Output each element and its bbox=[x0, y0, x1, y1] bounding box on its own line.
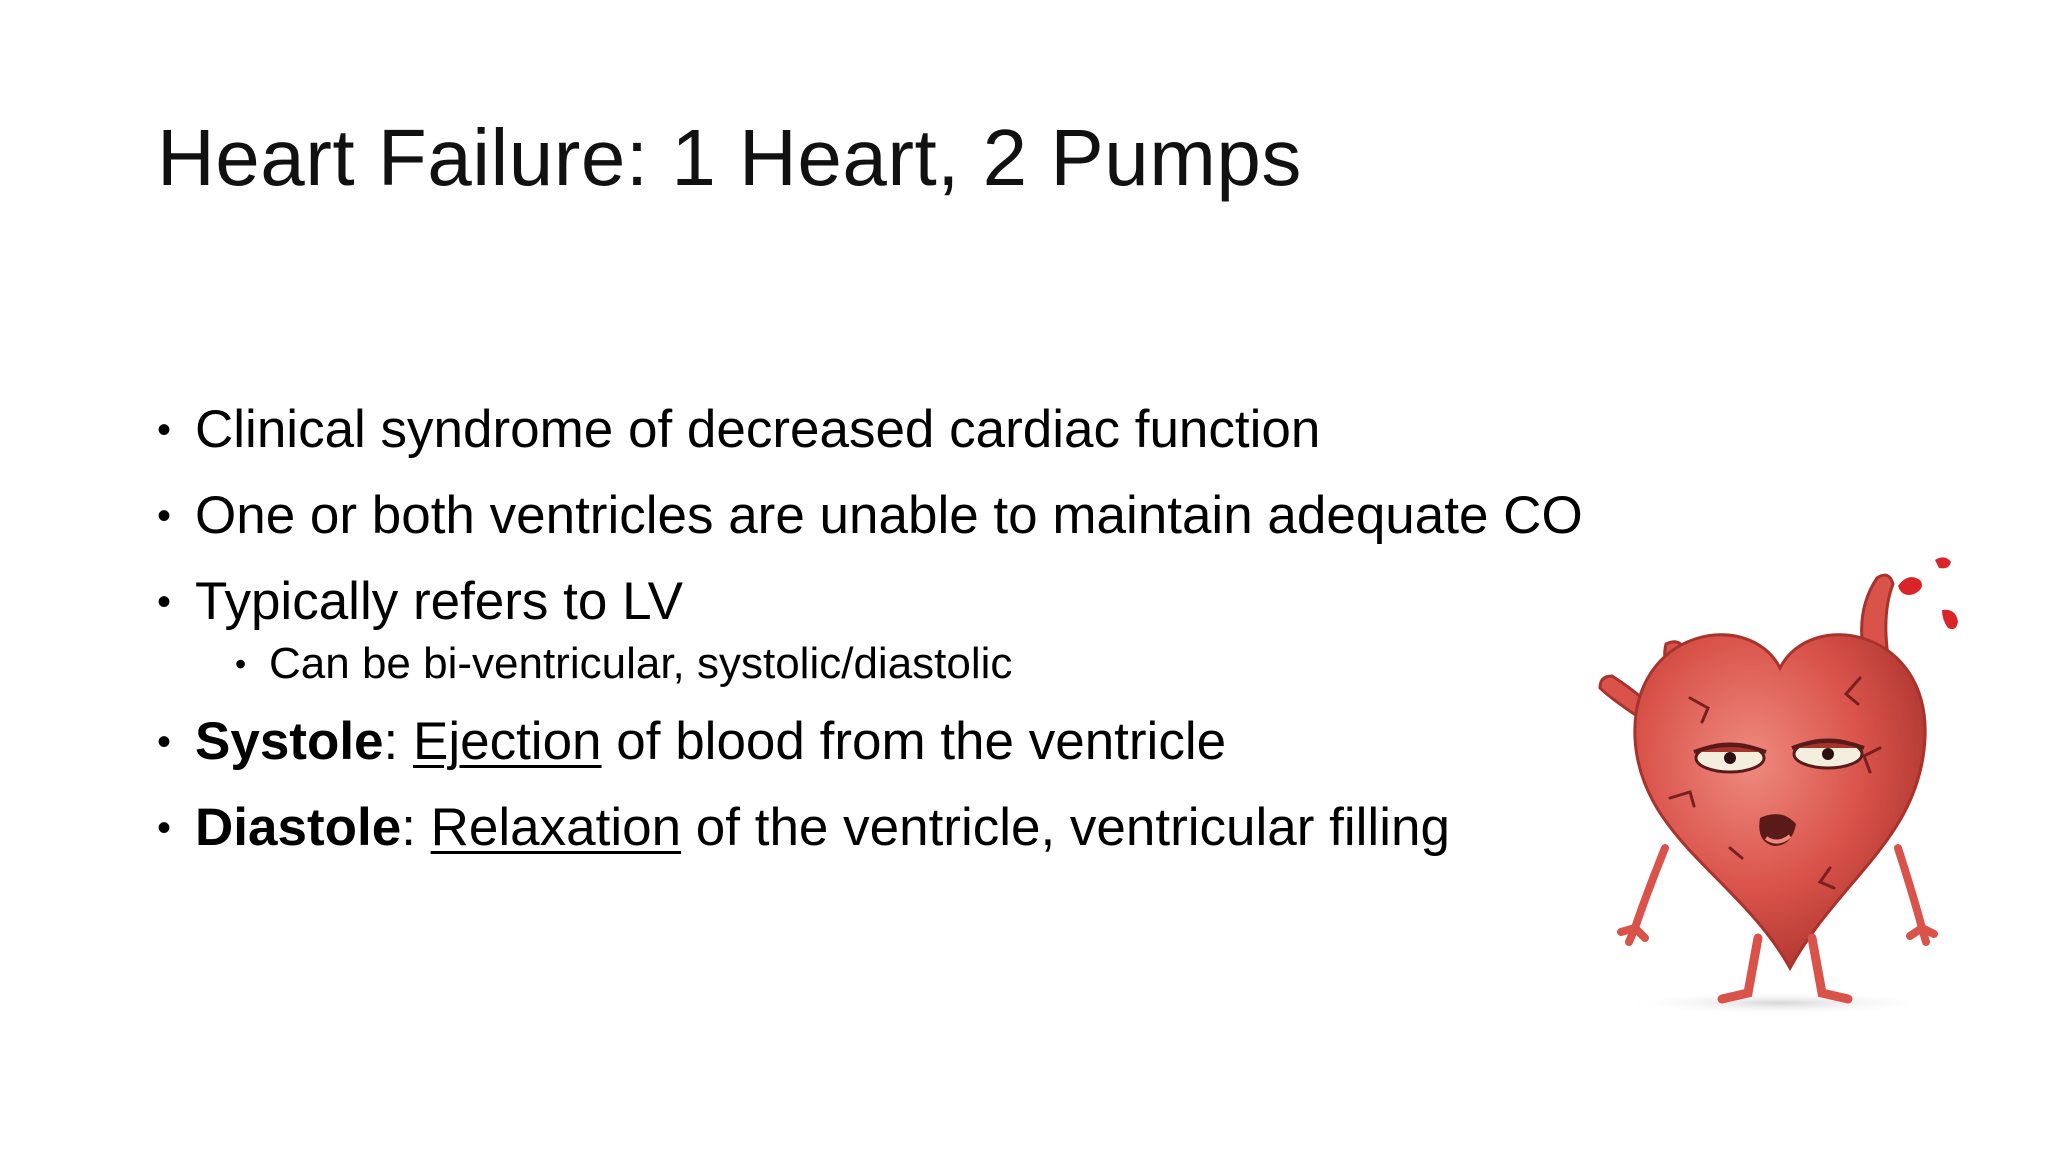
shadow-shape bbox=[1620, 991, 1940, 1015]
bullet-item bbox=[157, 796, 1583, 860]
bullet-text: One or both ventricles are unable to maintain adequate CO bbox=[195, 486, 1583, 545]
bullet-dot: • bbox=[157, 494, 172, 538]
bullet-list bbox=[157, 398, 1583, 882]
term-systole: Systole bbox=[195, 712, 384, 771]
bullet-item bbox=[157, 710, 1583, 774]
heart-body bbox=[1635, 635, 1925, 968]
bullet-text: Clinical syndrome of decreased cardiac function bbox=[195, 400, 1321, 459]
blood-drop-icon bbox=[1935, 557, 1951, 568]
bullet-rest: of the ventricle, ventricular filling bbox=[681, 798, 1450, 857]
bullet-dot: • bbox=[235, 646, 247, 682]
bullet-dot: • bbox=[157, 408, 172, 452]
bullet-item bbox=[157, 484, 1583, 548]
slide-title: Heart Failure: 1 Heart, 2 Pumps bbox=[157, 113, 1302, 202]
key-ejection: Ejection bbox=[412, 712, 602, 771]
term-separator: : bbox=[401, 798, 431, 857]
bullet-item bbox=[157, 398, 1583, 462]
bullet-dot: • bbox=[157, 806, 172, 850]
bullet-item bbox=[157, 570, 1583, 634]
blood-drop-icon bbox=[1898, 577, 1922, 595]
bullet-dot: • bbox=[157, 580, 172, 624]
blood-drop-icon bbox=[1942, 610, 1958, 629]
key-relaxation: Relaxation bbox=[430, 798, 682, 857]
sub-bullet-text: Can be bi-ventricular, systolic/diastolic bbox=[269, 639, 1013, 688]
bullet-dot: • bbox=[157, 720, 172, 764]
sub-bullet-item bbox=[235, 638, 1583, 690]
term-separator: : bbox=[383, 712, 413, 771]
bullet-rest: of blood from the ventricle bbox=[601, 712, 1227, 771]
sad-cartoon-heart-icon bbox=[1580, 548, 2020, 1018]
term-diastole: Diastole bbox=[195, 798, 402, 857]
bullet-text: Typically refers to LV bbox=[195, 572, 683, 631]
